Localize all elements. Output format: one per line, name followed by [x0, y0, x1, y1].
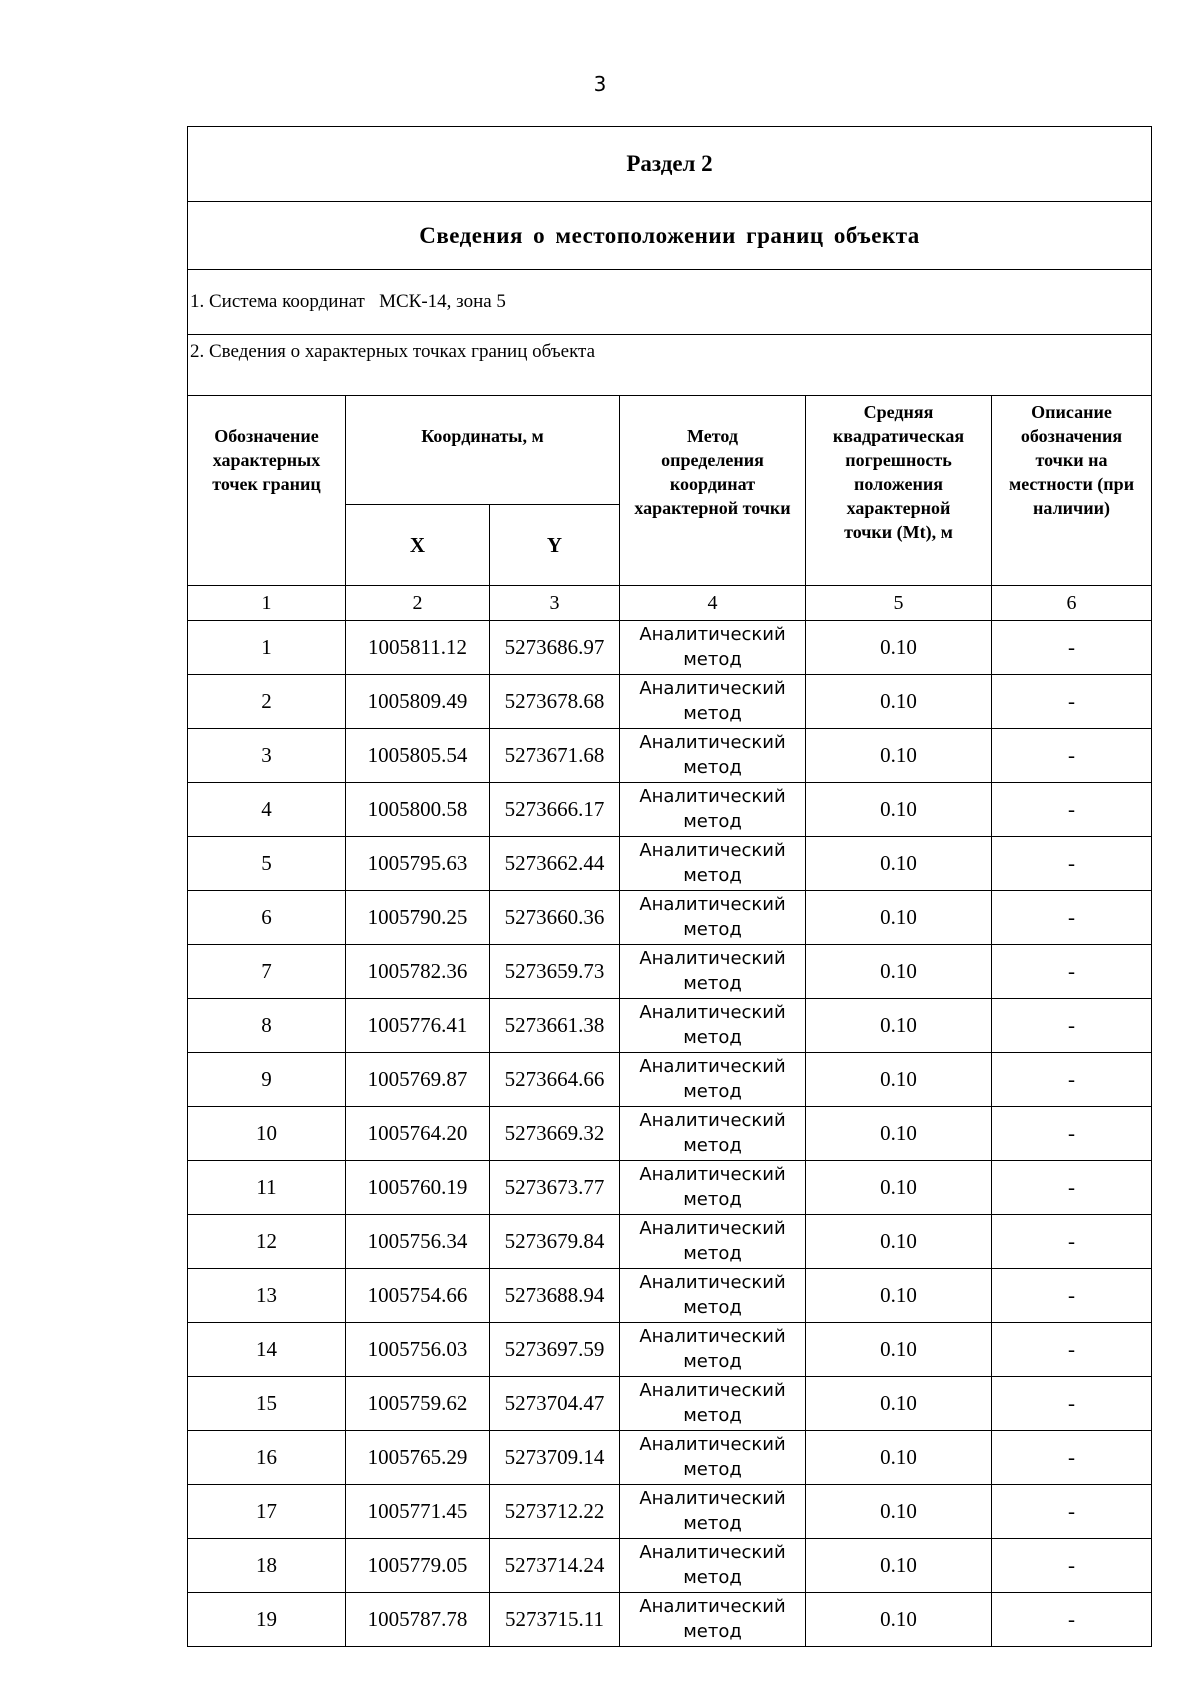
y-coordinate-cell: 5273661.38: [490, 999, 620, 1053]
y-coordinate-cell: 5273666.17: [490, 783, 620, 837]
method-cell: [620, 1161, 806, 1215]
x-coordinate-cell: 1005790.25: [346, 891, 490, 945]
x-coordinate-cell: 1005800.58: [346, 783, 490, 837]
method-cell: [620, 1215, 806, 1269]
coord-system-value: МСК-14, зона 5: [379, 291, 506, 312]
method-line: метод: [683, 919, 742, 940]
mean-error-cell: 0.10: [806, 945, 992, 999]
header-description: [992, 396, 1152, 586]
description-cell: -: [992, 1323, 1152, 1377]
point-id-cell: 3: [188, 729, 346, 783]
table-row: [188, 999, 1152, 1053]
x-coordinate-cell: 1005776.41: [346, 999, 490, 1053]
table-row: [188, 621, 1152, 675]
method-line: метод: [683, 1243, 742, 1264]
point-id-cell: 7: [188, 945, 346, 999]
header-x: X: [346, 505, 490, 586]
x-coordinate-cell: 1005805.54: [346, 729, 490, 783]
description-cell: -: [992, 837, 1152, 891]
header-point-designation: [188, 396, 346, 586]
x-coordinate-cell: 1005769.87: [346, 1053, 490, 1107]
x-coordinate-cell: 1005756.34: [346, 1215, 490, 1269]
method-line: Аналитический: [639, 948, 786, 969]
method-cell: [620, 1431, 806, 1485]
table-row: [188, 1593, 1152, 1647]
header-line: точки (Mt), м: [844, 522, 953, 542]
point-id-cell: 1: [188, 621, 346, 675]
table-row: [188, 783, 1152, 837]
method-line: Аналитический: [639, 894, 786, 915]
method-line: метод: [683, 1405, 742, 1426]
description-cell: -: [992, 729, 1152, 783]
header-line: точки на: [1035, 450, 1108, 470]
description-cell: -: [992, 1269, 1152, 1323]
mean-error-cell: 0.10: [806, 1053, 992, 1107]
y-coordinate-cell: 5273662.44: [490, 837, 620, 891]
method-line: Аналитический: [639, 624, 786, 645]
section-subtitle: Сведения о местоположении границ объекта: [188, 202, 1152, 270]
method-line: Аналитический: [639, 1434, 786, 1455]
point-id-cell: 18: [188, 1539, 346, 1593]
point-id-cell: 11: [188, 1161, 346, 1215]
y-coordinate-cell: 5273678.68: [490, 675, 620, 729]
header-line: обозначения: [1020, 426, 1123, 446]
method-cell: [620, 675, 806, 729]
x-coordinate-cell: 1005811.12: [346, 621, 490, 675]
method-line: метод: [683, 1351, 742, 1372]
mean-error-cell: 0.10: [806, 1323, 992, 1377]
column-number: 3: [490, 586, 620, 621]
y-coordinate-cell: 5273660.36: [490, 891, 620, 945]
table-row: [188, 837, 1152, 891]
y-coordinate-cell: 5273715.11: [490, 1593, 620, 1647]
header-line: определения: [661, 450, 764, 470]
table-row: [188, 1539, 1152, 1593]
header-method: [620, 396, 806, 586]
description-cell: -: [992, 621, 1152, 675]
coord-system-label: 1. Система координат: [190, 291, 365, 312]
description-cell: -: [992, 999, 1152, 1053]
x-coordinate-cell: 1005760.19: [346, 1161, 490, 1215]
header-line: Средняя: [863, 402, 934, 422]
method-line: Аналитический: [639, 1326, 786, 1347]
mean-error-cell: 0.10: [806, 1539, 992, 1593]
header-line: квадратическая: [832, 426, 965, 446]
point-id-cell: 12: [188, 1215, 346, 1269]
table-row: [188, 1485, 1152, 1539]
point-id-cell: 15: [188, 1377, 346, 1431]
method-line: метод: [683, 1567, 742, 1588]
point-id-cell: 13: [188, 1269, 346, 1323]
description-cell: -: [992, 1431, 1152, 1485]
description-cell: -: [992, 1053, 1152, 1107]
method-line: метод: [683, 973, 742, 994]
point-id-cell: 4: [188, 783, 346, 837]
method-cell: [620, 1485, 806, 1539]
table-row: [188, 1215, 1152, 1269]
x-coordinate-cell: 1005795.63: [346, 837, 490, 891]
column-numbers-row: [188, 586, 1152, 621]
method-line: метод: [683, 757, 742, 778]
x-coordinate-cell: 1005771.45: [346, 1485, 490, 1539]
y-coordinate-cell: 5273664.66: [490, 1053, 620, 1107]
method-line: Аналитический: [639, 1002, 786, 1023]
y-coordinate-cell: 5273697.59: [490, 1323, 620, 1377]
header-line: погрешность: [845, 450, 952, 470]
method-cell: [620, 999, 806, 1053]
description-cell: -: [992, 891, 1152, 945]
method-line: Аналитический: [639, 1542, 786, 1563]
method-cell: [620, 729, 806, 783]
method-line: метод: [683, 811, 742, 832]
y-coordinate-cell: 5273709.14: [490, 1431, 620, 1485]
mean-error-cell: 0.10: [806, 1161, 992, 1215]
method-cell: [620, 1269, 806, 1323]
method-line: Аналитический: [639, 786, 786, 807]
method-line: Аналитический: [639, 678, 786, 699]
description-cell: -: [992, 1539, 1152, 1593]
column-number: 4: [620, 586, 806, 621]
method-line: Аналитический: [639, 1218, 786, 1239]
header-line: положения: [853, 474, 944, 494]
mean-error-cell: 0.10: [806, 783, 992, 837]
method-line: метод: [683, 703, 742, 724]
column-number: 5: [806, 586, 992, 621]
mean-error-cell: 0.10: [806, 729, 992, 783]
method-line: метод: [683, 1135, 742, 1156]
method-cell: [620, 621, 806, 675]
x-coordinate-cell: 1005754.66: [346, 1269, 490, 1323]
method-line: Аналитический: [639, 840, 786, 861]
description-cell: -: [992, 1485, 1152, 1539]
method-line: метод: [683, 1621, 742, 1642]
header-coordinates: Координаты, м: [346, 396, 620, 505]
point-id-cell: 10: [188, 1107, 346, 1161]
method-line: метод: [683, 649, 742, 670]
x-coordinate-cell: 1005759.62: [346, 1377, 490, 1431]
point-id-cell: 2: [188, 675, 346, 729]
method-line: метод: [683, 1027, 742, 1048]
point-id-cell: 9: [188, 1053, 346, 1107]
method-cell: [620, 1593, 806, 1647]
column-number: 2: [346, 586, 490, 621]
method-line: Аналитический: [639, 1596, 786, 1617]
y-coordinate-cell: 5273714.24: [490, 1539, 620, 1593]
method-cell: [620, 945, 806, 999]
header-line: характерной точки: [634, 498, 791, 518]
header-mean-error: [806, 396, 992, 586]
header-line: Описание: [1031, 402, 1112, 422]
method-cell: [620, 837, 806, 891]
point-id-cell: 16: [188, 1431, 346, 1485]
method-line: метод: [683, 1297, 742, 1318]
point-id-cell: 6: [188, 891, 346, 945]
mean-error-cell: 0.10: [806, 1215, 992, 1269]
method-line: метод: [683, 1513, 742, 1534]
y-coordinate-cell: 5273704.47: [490, 1377, 620, 1431]
method-cell: [620, 1539, 806, 1593]
description-cell: -: [992, 1161, 1152, 1215]
table-row: [188, 1161, 1152, 1215]
mean-error-cell: 0.10: [806, 891, 992, 945]
method-line: Аналитический: [639, 1272, 786, 1293]
method-line: Аналитический: [639, 1380, 786, 1401]
point-id-cell: 19: [188, 1593, 346, 1647]
x-coordinate-cell: 1005765.29: [346, 1431, 490, 1485]
method-line: Аналитический: [639, 1164, 786, 1185]
table-row: [188, 891, 1152, 945]
table-row: [188, 729, 1152, 783]
description-cell: -: [992, 945, 1152, 999]
description-cell: -: [992, 1377, 1152, 1431]
section-title: Раздел 2: [188, 127, 1152, 202]
header-line: координат: [669, 474, 756, 494]
mean-error-cell: 0.10: [806, 1377, 992, 1431]
table-row: [188, 1269, 1152, 1323]
table-row: [188, 1431, 1152, 1485]
header-line: наличии): [1033, 498, 1110, 518]
table-row: [188, 675, 1152, 729]
header-line: Обозначение: [214, 426, 319, 446]
x-coordinate-cell: 1005787.78: [346, 1593, 490, 1647]
coord-system-row: [188, 270, 1152, 335]
y-coordinate-cell: 5273679.84: [490, 1215, 620, 1269]
mean-error-cell: 0.10: [806, 999, 992, 1053]
method-cell: [620, 1053, 806, 1107]
table-row: [188, 1377, 1152, 1431]
mean-error-cell: 0.10: [806, 1269, 992, 1323]
description-cell: -: [992, 1215, 1152, 1269]
points-heading: 2. Сведения о характерных точках границ объекта: [188, 335, 1152, 396]
y-coordinate-cell: 5273659.73: [490, 945, 620, 999]
mean-error-cell: 0.10: [806, 621, 992, 675]
header-line: точек границ: [212, 474, 321, 494]
y-coordinate-cell: 5273671.68: [490, 729, 620, 783]
mean-error-cell: 0.10: [806, 675, 992, 729]
method-line: Аналитический: [639, 1110, 786, 1131]
mean-error-cell: 0.10: [806, 837, 992, 891]
method-line: Аналитический: [639, 732, 786, 753]
point-id-cell: 8: [188, 999, 346, 1053]
mean-error-cell: 0.10: [806, 1593, 992, 1647]
method-line: Аналитический: [639, 1488, 786, 1509]
y-coordinate-cell: 5273669.32: [490, 1107, 620, 1161]
table-row: [188, 1053, 1152, 1107]
description-cell: -: [992, 1593, 1152, 1647]
method-cell: [620, 891, 806, 945]
y-coordinate-cell: 5273712.22: [490, 1485, 620, 1539]
boundary-points-table: [187, 126, 1152, 1647]
mean-error-cell: 0.10: [806, 1107, 992, 1161]
mean-error-cell: 0.10: [806, 1431, 992, 1485]
point-id-cell: 14: [188, 1323, 346, 1377]
header-line: местности (при: [1008, 474, 1135, 494]
method-line: метод: [683, 1459, 742, 1480]
method-cell: [620, 1323, 806, 1377]
header-line: Метод: [687, 426, 738, 446]
header-line: характерной: [846, 498, 951, 518]
point-id-cell: 17: [188, 1485, 346, 1539]
x-coordinate-cell: 1005756.03: [346, 1323, 490, 1377]
description-cell: -: [992, 783, 1152, 837]
method-cell: [620, 1377, 806, 1431]
method-cell: [620, 1107, 806, 1161]
method-line: метод: [683, 865, 742, 886]
column-number: 1: [188, 586, 346, 621]
x-coordinate-cell: 1005809.49: [346, 675, 490, 729]
x-coordinate-cell: 1005782.36: [346, 945, 490, 999]
y-coordinate-cell: 5273686.97: [490, 621, 620, 675]
table-row: [188, 1323, 1152, 1377]
point-id-cell: 5: [188, 837, 346, 891]
x-coordinate-cell: 1005779.05: [346, 1539, 490, 1593]
description-cell: -: [992, 675, 1152, 729]
header-y: Y: [490, 505, 620, 586]
x-coordinate-cell: 1005764.20: [346, 1107, 490, 1161]
method-line: Аналитический: [639, 1056, 786, 1077]
page-number: 3: [593, 72, 607, 96]
y-coordinate-cell: 5273688.94: [490, 1269, 620, 1323]
table-row: [188, 1107, 1152, 1161]
method-line: метод: [683, 1189, 742, 1210]
mean-error-cell: 0.10: [806, 1485, 992, 1539]
description-cell: -: [992, 1107, 1152, 1161]
y-coordinate-cell: 5273673.77: [490, 1161, 620, 1215]
method-line: метод: [683, 1081, 742, 1102]
table-row: [188, 945, 1152, 999]
header-line: характерных: [212, 450, 321, 470]
column-number: 6: [992, 586, 1152, 621]
method-cell: [620, 783, 806, 837]
